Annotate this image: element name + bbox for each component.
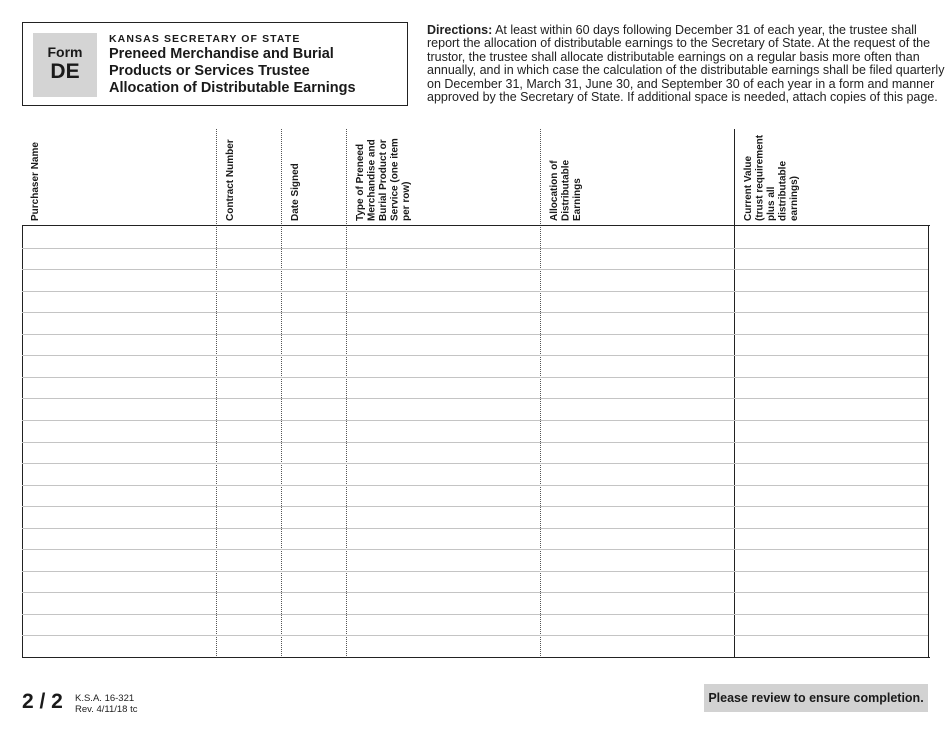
table-cell[interactable] [24,572,214,592]
column-separator [216,129,217,658]
table-cell[interactable] [736,270,926,290]
table-cell[interactable] [542,313,732,333]
column-separator [540,129,541,658]
form-title-line: Preneed Merchandise and Burial [109,46,334,62]
table-cell[interactable] [542,572,732,592]
table-cell[interactable] [542,443,732,463]
table-cell[interactable] [24,593,214,613]
table-cell[interactable] [24,421,214,441]
table-cell[interactable] [283,572,344,592]
table-border-right [928,225,929,658]
table-cell[interactable] [348,378,538,398]
agency-name: KANSAS SECRETARY OF STATE [109,33,301,45]
column-header-purchaser-name [30,137,42,221]
form-title-line: Products or Services Trustee [109,63,310,79]
column-header-line: Distributable [560,159,572,221]
table-cell[interactable] [542,486,732,506]
directions-text: At least within 60 days following December 31 of each year, the trustee shall [492,23,917,37]
table-cell[interactable] [542,615,732,635]
column-header-line: earnings) [789,175,800,221]
table-cell[interactable] [348,615,538,635]
table-cell[interactable] [24,227,214,247]
table-cell[interactable] [218,378,279,398]
table-cell[interactable] [218,486,279,506]
table-cell[interactable] [348,636,538,656]
table-cell[interactable] [218,313,279,333]
table-cell[interactable] [24,636,214,656]
table-cell[interactable] [542,249,732,269]
table-cell[interactable] [736,636,926,656]
table-cell[interactable] [542,550,732,570]
table-cell[interactable] [218,227,279,247]
table-cell[interactable] [24,399,214,419]
table-cell[interactable] [736,529,926,549]
table-cell[interactable] [218,464,279,484]
column-header-date-signed [290,137,302,221]
earnings-table [22,129,930,659]
table-cell[interactable] [348,593,538,613]
table-cell[interactable] [736,507,926,527]
table-cell[interactable] [283,378,344,398]
table-cell[interactable] [283,421,344,441]
directions-line: report the allocation of distributable earnings to the Secretary of State. At the request of the [427,36,931,51]
form-badge [33,33,97,97]
table-cell[interactable] [348,550,538,570]
table-cell[interactable] [24,378,214,398]
table-cell[interactable] [283,227,344,247]
table-cell[interactable] [348,529,538,549]
column-separator [281,129,282,658]
table-cell[interactable] [348,270,538,290]
table-cell[interactable] [542,464,732,484]
table-cell[interactable] [283,399,344,419]
table-cell[interactable] [736,378,926,398]
table-cell[interactable] [24,615,214,635]
column-header-line: Earnings [572,178,583,221]
table-cell[interactable] [283,313,344,333]
column-header-line: per row) [401,181,412,221]
table-cell[interactable] [24,249,214,269]
directions-line: annually, and in which case the calculation of the distributable earnings shall be filed quarterly [427,63,945,78]
table-cell[interactable] [218,507,279,527]
table-header-rule [22,225,930,226]
table-cell[interactable] [348,507,538,527]
table-cell[interactable] [218,550,279,570]
column-header-line: Date Signed [290,163,301,221]
directions-line: approved by the Secretary of State. If additional space is needed, attach copies of this page. [427,90,938,105]
table-cell[interactable] [542,507,732,527]
directions-label: Directions: [427,23,493,37]
table-cell[interactable] [24,507,214,527]
revision-note: Rev. 4/11/18 tc [75,704,138,715]
table-cell[interactable] [218,572,279,592]
table-cell[interactable] [736,313,926,333]
table-cell[interactable] [218,270,279,290]
table-cell[interactable] [736,227,926,247]
column-header-line: Purchaser Name [30,142,41,221]
directions [427,23,945,105]
table-cell[interactable] [218,335,279,355]
column-header-current-value [743,134,801,221]
table-cell[interactable] [283,636,344,656]
column-header-line: Service (one item [389,138,401,221]
table-cell[interactable] [218,593,279,613]
table-cell[interactable] [542,227,732,247]
review-completion-button[interactable]: Please review to ensure completion. [704,684,928,712]
table-cell[interactable] [218,615,279,635]
directions-line [427,24,927,37]
table-cell[interactable] [283,356,344,376]
column-header-line: Current Value [743,155,754,221]
table-cell[interactable] [542,292,732,312]
table-cell[interactable] [218,421,279,441]
column-header-item-type [355,137,413,221]
table-cell[interactable] [218,292,279,312]
table-cell[interactable] [218,249,279,269]
table-cell[interactable] [283,464,344,484]
table-cell[interactable] [348,464,538,484]
table-cell[interactable] [542,636,732,656]
directions-line: on December 31, March 31, June 30, and September 30 of each year in a form and manner [427,76,935,91]
column-header-line: Merchandise and [366,139,378,221]
column-header-line: (trust requirement [754,134,766,221]
table-cell[interactable] [24,292,214,312]
table-cell[interactable] [218,356,279,376]
table-cell[interactable] [24,486,214,506]
table-cell[interactable] [542,270,732,290]
table-cell[interactable] [218,636,279,656]
table-cell[interactable] [736,335,926,355]
form-title-line: Allocation of Distributable Earnings [109,80,356,96]
table-cell[interactable] [24,356,214,376]
table-border-bottom [22,657,930,658]
table-cell[interactable] [283,507,344,527]
table-cell[interactable] [283,443,344,463]
column-separator [734,129,735,658]
table-cell[interactable] [736,615,926,635]
table-cell[interactable] [24,550,214,570]
column-header-line: Contract Number [225,139,236,221]
table-cell[interactable] [348,335,538,355]
table-cell[interactable] [542,529,732,549]
table-cell[interactable] [736,486,926,506]
column-header-line: plus all [766,186,777,221]
table-cell[interactable] [24,270,214,290]
column-header-line: Burial Product or [378,139,389,221]
table-cell[interactable] [283,529,344,549]
table-cell[interactable] [348,572,538,592]
form-label: Form [47,44,83,60]
table-cell[interactable] [24,464,214,484]
table-cell[interactable] [348,227,538,247]
table-cell[interactable] [348,356,538,376]
table-cell[interactable] [348,443,538,463]
table-cell[interactable] [348,421,538,441]
table-cell[interactable] [736,572,926,592]
table-cell[interactable] [542,335,732,355]
table-cell[interactable] [736,399,926,419]
table-cell[interactable] [348,486,538,506]
column-header-line: Allocation of [549,160,560,221]
column-separator [346,129,347,658]
table-cell[interactable] [736,593,926,613]
column-header-contract-number [225,137,237,221]
column-header-allocation [549,137,584,221]
form-code: DE [50,60,80,83]
table-cell[interactable] [736,421,926,441]
table-cell[interactable] [542,378,732,398]
table-cell[interactable] [542,356,732,376]
table-cell[interactable] [283,615,344,635]
table-cell[interactable] [542,421,732,441]
table-cell[interactable] [736,443,926,463]
table-cell[interactable] [283,550,344,570]
table-cell[interactable] [348,292,538,312]
table-cell[interactable] [348,399,538,419]
table-cell[interactable] [348,313,538,333]
table-cell[interactable] [283,335,344,355]
footer-meta [75,693,138,715]
column-header-line: Type of Preneed [355,143,366,221]
table-cell[interactable] [24,313,214,333]
table-cell[interactable] [736,550,926,570]
table-cell[interactable] [283,249,344,269]
table-cell[interactable] [736,249,926,269]
table-cell[interactable] [218,529,279,549]
table-cell[interactable] [283,486,344,506]
table-cell[interactable] [736,464,926,484]
table-cell[interactable] [542,593,732,613]
table-cell[interactable] [348,249,538,269]
table-cell[interactable] [736,356,926,376]
table-cell[interactable] [283,593,344,613]
table-cell[interactable] [283,270,344,290]
table-cell[interactable] [218,399,279,419]
directions-line: trustor, the trustee shall allocate distributable earnings on a regular basis more often than [427,49,920,64]
table-cell[interactable] [542,399,732,419]
form-header [22,22,408,106]
statute-reference: K.S.A. 16-321 [75,693,135,704]
table-cell[interactable] [24,335,214,355]
table-cell[interactable] [736,292,926,312]
table-cell[interactable] [24,443,214,463]
page-number: 2 / 2 [22,690,63,713]
table-cell[interactable] [283,292,344,312]
table-cell[interactable] [24,529,214,549]
column-header-line: distributable [777,160,789,221]
table-cell[interactable] [218,443,279,463]
